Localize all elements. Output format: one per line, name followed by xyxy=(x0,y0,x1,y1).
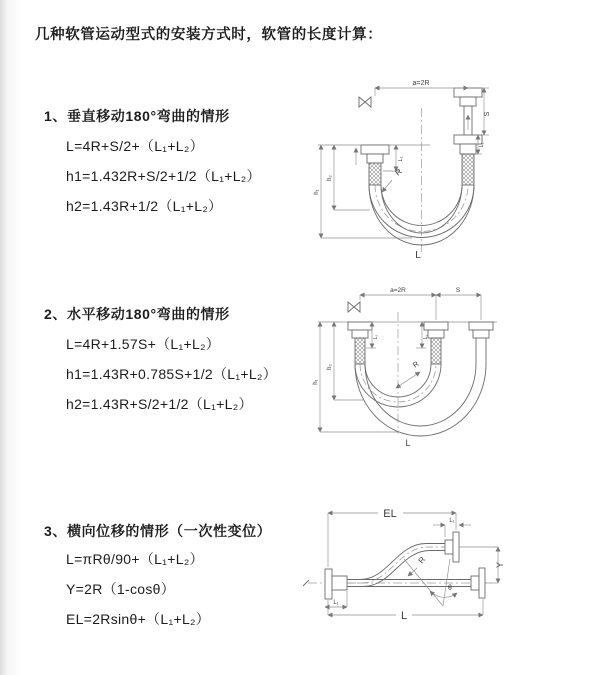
dim-label-l1-left: L₁ xyxy=(398,156,404,162)
section-3-heading: 3、横向位移的情形（一次性变位） xyxy=(44,523,272,539)
dim-label-l1-mid: L₁ xyxy=(423,334,429,340)
dimension-el xyxy=(328,508,456,567)
right-fitting xyxy=(469,322,493,364)
dim-label-y: Y xyxy=(495,561,505,569)
dim-label-l1-left: L₁ xyxy=(373,334,379,340)
dim-label-l: L xyxy=(400,610,408,622)
section-1-formula-L: L=4R+S/2+（L₁+L₂） xyxy=(66,138,204,154)
middle-fitting xyxy=(424,322,448,364)
section-2-formula-h2: h2=1.43R+S/2+1/2（L₁+L₂） xyxy=(66,396,253,412)
dim-label-a2r: a=2R xyxy=(412,80,430,87)
section-3-formula-Y: Y=2R（1-cosθ） xyxy=(66,581,176,597)
dim-label-el: EL xyxy=(383,508,397,520)
dimension-s xyxy=(436,287,481,320)
dimension-l1-top xyxy=(433,518,471,537)
valve-icon xyxy=(359,97,371,107)
dim-label-l1-right: L₁ xyxy=(479,142,485,148)
left-fitting xyxy=(348,322,372,364)
section-3-formula-L: L=πRθ/90+（L₁+L₂） xyxy=(66,551,204,567)
left-flange xyxy=(325,569,347,599)
section-2-formula-L: L=4R+1.57S+（L₁+L₂） xyxy=(66,336,221,352)
dim-label-r: R xyxy=(410,359,421,370)
dim-label-l: L xyxy=(415,250,421,261)
dimension-s xyxy=(482,88,491,135)
page-title: 几种软管运动型式的安装方式时，软管的长度计算： xyxy=(35,27,383,43)
section-3-formula-EL: EL=2Rsinθ+（L₁+L₂） xyxy=(66,611,211,627)
dim-label-theta: θ xyxy=(448,585,452,592)
dim-label-a2r: a=2R xyxy=(390,287,406,294)
dim-label-h2: h₂ xyxy=(327,175,333,181)
valve-icon xyxy=(348,302,360,312)
dimension-l xyxy=(328,599,483,622)
diagram-horizontal-180-bend xyxy=(312,282,600,450)
section-2-heading: 2、水平移动180°弯曲的情形 xyxy=(44,306,230,322)
hose-s-curve xyxy=(347,544,445,587)
diagram-lateral-displacement xyxy=(300,503,600,643)
dim-label-h1: h₁ xyxy=(313,379,319,385)
dim-label-l: L xyxy=(405,438,411,448)
dim-label-s: S xyxy=(455,287,461,294)
section-1-formula-h2: h2=1.43R+1/2（L₁+L₂） xyxy=(66,198,223,214)
section-2-formula-h1: h1=1.43R+0.785S+1/2（L₁+L₂） xyxy=(66,366,277,382)
dim-label-h1: h₁ xyxy=(314,189,320,195)
angle-theta xyxy=(404,559,457,606)
dim-label-l1-top: L₁ xyxy=(449,518,455,524)
left-fitting xyxy=(361,145,389,185)
dim-label-h2: h₂ xyxy=(327,364,333,370)
hose-u-bend xyxy=(355,364,486,436)
diagram-vertical-180-bend xyxy=(312,70,592,265)
dimension-h2 xyxy=(327,145,370,210)
radius-leader xyxy=(396,359,421,388)
dim-label-r: R xyxy=(416,555,428,566)
dim-label-l1-bottom: L₁ xyxy=(333,600,339,606)
section-1-heading: 1、垂直移动180°弯曲的情形 xyxy=(44,108,230,124)
radius-leader xyxy=(408,555,427,576)
radius-leader xyxy=(382,167,404,192)
section-1-formula-h1: h1=1.432R+S/2+1/2（L₁+L₂） xyxy=(66,168,261,184)
dim-label-s: S xyxy=(484,111,491,117)
right-flange xyxy=(471,568,485,598)
upper-flange xyxy=(445,532,459,562)
dim-label-r: R xyxy=(393,166,404,178)
